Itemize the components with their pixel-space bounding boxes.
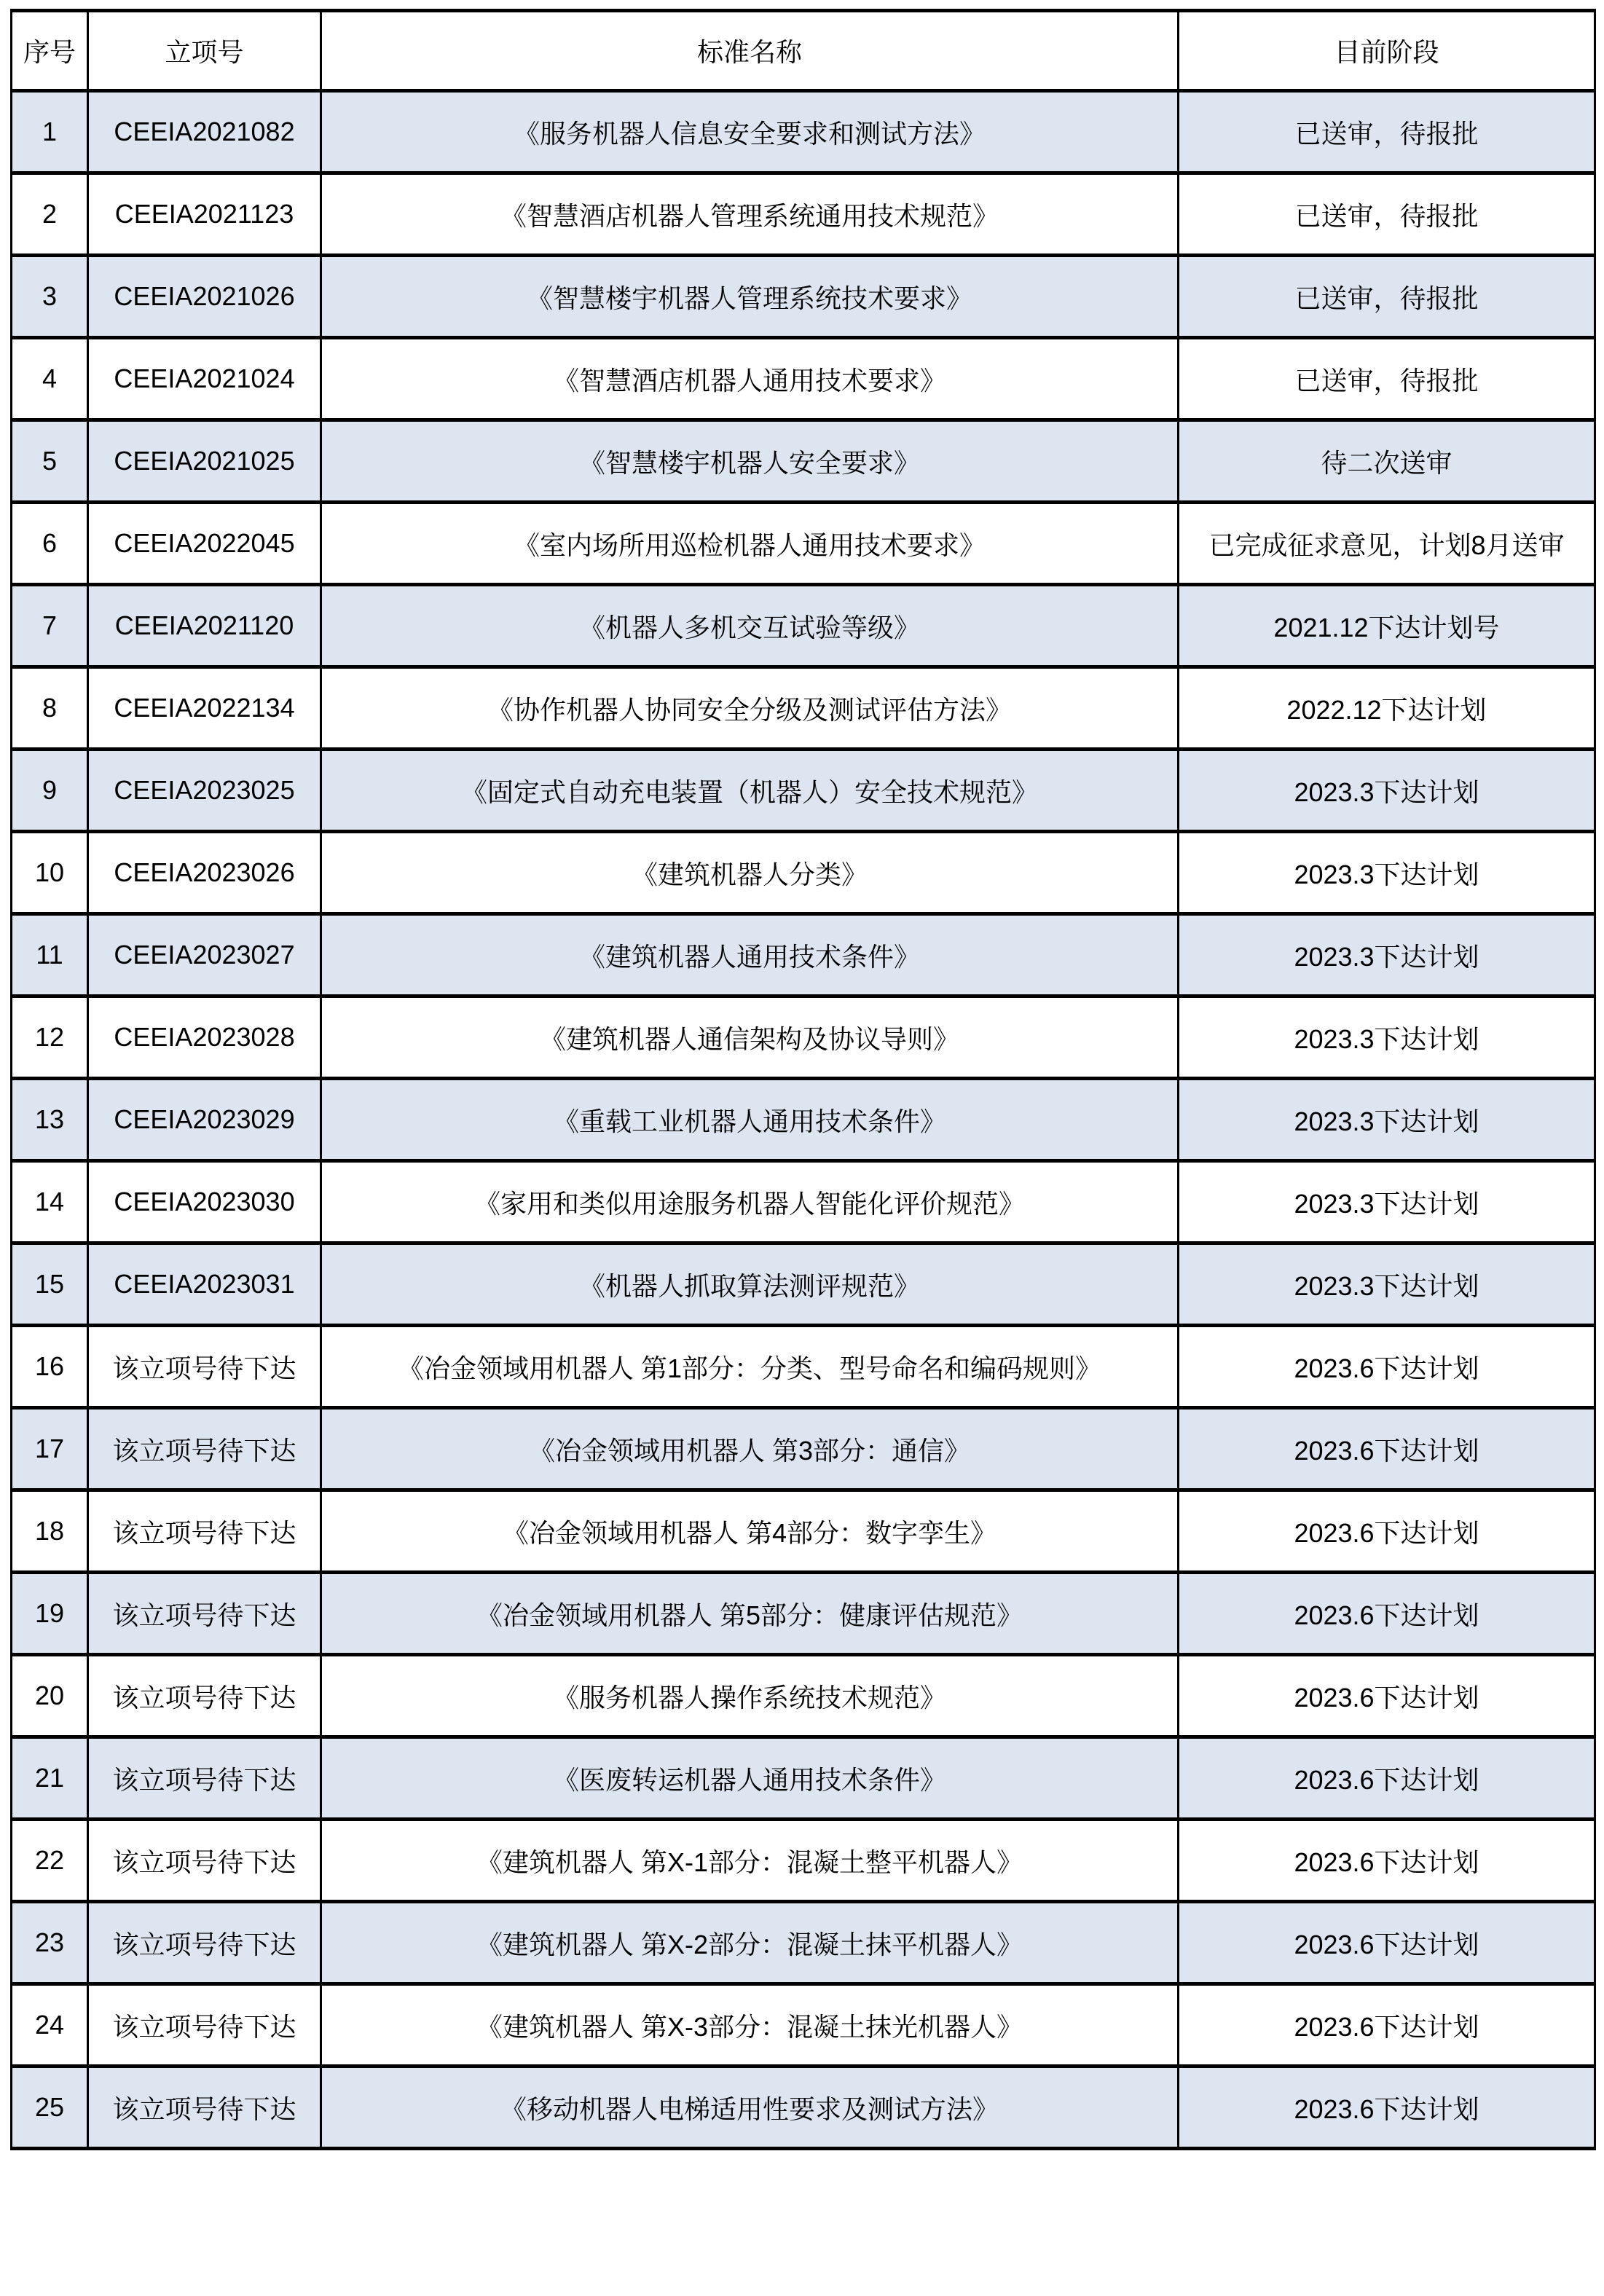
- cell-no: 11: [12, 914, 88, 996]
- cell-no: 7: [12, 585, 88, 667]
- cell-no: 23: [12, 1902, 88, 1984]
- cell-stage: 2023.3下达计划: [1179, 914, 1595, 996]
- cell-no: 18: [12, 1490, 88, 1573]
- cell-stage: 2023.3下达计划: [1179, 750, 1595, 832]
- table-row: [12, 1243, 1595, 1326]
- table-row: [12, 996, 1595, 1079]
- table-row: [12, 256, 1595, 338]
- table-row: [12, 1573, 1595, 1655]
- cell-code: CEEIA2021026: [88, 256, 321, 338]
- cell-stage: 2023.6下达计划: [1179, 1408, 1595, 1490]
- cell-name: 《建筑机器人通用技术条件》: [321, 914, 1179, 996]
- cell-name: 《协作机器人协同安全分级及测试评估方法》: [321, 667, 1179, 750]
- cell-code: 该立项号待下达: [88, 1820, 321, 1902]
- cell-code: CEEIA2023025: [88, 750, 321, 832]
- cell-no: 10: [12, 832, 88, 914]
- cell-name: 《家用和类似用途服务机器人智能化评价规范》: [321, 1161, 1179, 1243]
- cell-stage: 2023.3下达计划: [1179, 1161, 1595, 1243]
- cell-stage: 2023.6下达计划: [1179, 2067, 1595, 2149]
- cell-code: CEEIA2022134: [88, 667, 321, 750]
- cell-stage: 2023.6下达计划: [1179, 1737, 1595, 1820]
- cell-name: 《智慧楼宇机器人管理系统技术要求》: [321, 256, 1179, 338]
- cell-no: 14: [12, 1161, 88, 1243]
- cell-no: 12: [12, 996, 88, 1079]
- cell-code: CEEIA2023027: [88, 914, 321, 996]
- cell-name: 《建筑机器人 第X-3部分：混凝土抹光机器人》: [321, 1984, 1179, 2067]
- table-row: [12, 338, 1595, 420]
- cell-name: 《医废转运机器人通用技术条件》: [321, 1737, 1179, 1820]
- cell-no: 6: [12, 503, 88, 585]
- cell-code: CEEIA2023026: [88, 832, 321, 914]
- cell-no: 9: [12, 750, 88, 832]
- table-row: [12, 1326, 1595, 1408]
- cell-name: 《智慧酒店机器人管理系统通用技术规范》: [321, 173, 1179, 256]
- standards-table-body: [12, 91, 1595, 2149]
- cell-code: 该立项号待下达: [88, 1737, 321, 1820]
- table-row: [12, 1079, 1595, 1161]
- cell-code: CEEIA2023028: [88, 996, 321, 1079]
- cell-code: CEEIA2023031: [88, 1243, 321, 1326]
- cell-no: 24: [12, 1984, 88, 2067]
- cell-stage: 已送审，待报批: [1179, 91, 1595, 173]
- cell-stage: 2023.6下达计划: [1179, 1820, 1595, 1902]
- table-row: [12, 1984, 1595, 2067]
- header-name: 标准名称: [321, 11, 1179, 91]
- cell-no: 3: [12, 256, 88, 338]
- cell-no: 8: [12, 667, 88, 750]
- cell-name: 《机器人多机交互试验等级》: [321, 585, 1179, 667]
- cell-code: CEEIA2021025: [88, 420, 321, 503]
- cell-name: 《建筑机器人分类》: [321, 832, 1179, 914]
- cell-no: 25: [12, 2067, 88, 2149]
- table-row: [12, 1737, 1595, 1820]
- cell-no: 5: [12, 420, 88, 503]
- cell-stage: 2023.6下达计划: [1179, 1902, 1595, 1984]
- cell-code: 该立项号待下达: [88, 1326, 321, 1408]
- cell-name: 《室内场所用巡检机器人通用技术要求》: [321, 503, 1179, 585]
- cell-stage: 已完成征求意见，计划8月送审: [1179, 503, 1595, 585]
- cell-stage: 2023.6下达计划: [1179, 1984, 1595, 2067]
- cell-name: 《冶金领域用机器人 第4部分：数字孪生》: [321, 1490, 1179, 1573]
- cell-code: CEEIA2021120: [88, 585, 321, 667]
- cell-code: 该立项号待下达: [88, 1573, 321, 1655]
- header-no: 序号: [12, 11, 88, 91]
- standards-table: [10, 9, 1596, 2150]
- cell-code: CEEIA2023030: [88, 1161, 321, 1243]
- table-row: [12, 832, 1595, 914]
- cell-no: 21: [12, 1737, 88, 1820]
- cell-stage: 2023.6下达计划: [1179, 1326, 1595, 1408]
- cell-code: CEEIA2023029: [88, 1079, 321, 1161]
- cell-name: 《重载工业机器人通用技术条件》: [321, 1079, 1179, 1161]
- cell-stage: 2023.3下达计划: [1179, 1079, 1595, 1161]
- cell-stage: 2023.3下达计划: [1179, 832, 1595, 914]
- table-row: [12, 667, 1595, 750]
- table-row: [12, 1820, 1595, 1902]
- cell-stage: 已送审，待报批: [1179, 338, 1595, 420]
- cell-name: 《服务机器人信息安全要求和测试方法》: [321, 91, 1179, 173]
- cell-stage: 2023.6下达计划: [1179, 1490, 1595, 1573]
- cell-name: 《冶金领域用机器人 第5部分：健康评估规范》: [321, 1573, 1179, 1655]
- cell-code: CEEIA2022045: [88, 503, 321, 585]
- table-row: [12, 173, 1595, 256]
- cell-no: 1: [12, 91, 88, 173]
- table-row: [12, 1161, 1595, 1243]
- cell-no: 22: [12, 1820, 88, 1902]
- table-row: [12, 2067, 1595, 2149]
- cell-name: 《建筑机器人 第X-1部分：混凝土整平机器人》: [321, 1820, 1179, 1902]
- cell-stage: 2023.3下达计划: [1179, 1243, 1595, 1326]
- cell-name: 《移动机器人电梯适用性要求及测试方法》: [321, 2067, 1179, 2149]
- cell-stage: 已送审，待报批: [1179, 173, 1595, 256]
- cell-no: 2: [12, 173, 88, 256]
- cell-stage: 2023.6下达计划: [1179, 1573, 1595, 1655]
- cell-code: 该立项号待下达: [88, 1655, 321, 1737]
- cell-name: 《冶金领域用机器人 第1部分：分类、型号命名和编码规则》: [321, 1326, 1179, 1408]
- header-stage: 目前阶段: [1179, 11, 1595, 91]
- cell-stage: 2023.3下达计划: [1179, 996, 1595, 1079]
- table-row: [12, 1902, 1595, 1984]
- cell-name: 《建筑机器人通信架构及协议导则》: [321, 996, 1179, 1079]
- cell-no: 19: [12, 1573, 88, 1655]
- cell-no: 4: [12, 338, 88, 420]
- cell-name: 《服务机器人操作系统技术规范》: [321, 1655, 1179, 1737]
- cell-name: 《固定式自动充电装置（机器人）安全技术规范》: [321, 750, 1179, 832]
- table-row: [12, 1490, 1595, 1573]
- header-code: 立项号: [88, 11, 321, 91]
- header-row: [12, 11, 1595, 91]
- cell-code: 该立项号待下达: [88, 1408, 321, 1490]
- cell-no: 17: [12, 1408, 88, 1490]
- table-row: [12, 91, 1595, 173]
- cell-no: 15: [12, 1243, 88, 1326]
- table-row: [12, 750, 1595, 832]
- cell-no: 16: [12, 1326, 88, 1408]
- table-row: [12, 1408, 1595, 1490]
- cell-code: 该立项号待下达: [88, 2067, 321, 2149]
- cell-name: 《智慧楼宇机器人安全要求》: [321, 420, 1179, 503]
- cell-code: 该立项号待下达: [88, 1490, 321, 1573]
- cell-stage: 2023.6下达计划: [1179, 1655, 1595, 1737]
- cell-no: 13: [12, 1079, 88, 1161]
- cell-stage: 待二次送审: [1179, 420, 1595, 503]
- table-row: [12, 420, 1595, 503]
- cell-name: 《建筑机器人 第X-2部分：混凝土抹平机器人》: [321, 1902, 1179, 1984]
- cell-code: CEEIA2021123: [88, 173, 321, 256]
- cell-code: 该立项号待下达: [88, 1902, 321, 1984]
- table-header: [12, 11, 1595, 91]
- cell-stage: 2021.12下达计划号: [1179, 585, 1595, 667]
- table-row: [12, 585, 1595, 667]
- cell-code: CEEIA2021024: [88, 338, 321, 420]
- cell-code: 该立项号待下达: [88, 1984, 321, 2067]
- table-row: [12, 503, 1595, 585]
- cell-name: 《智慧酒店机器人通用技术要求》: [321, 338, 1179, 420]
- cell-name: 《冶金领域用机器人 第3部分：通信》: [321, 1408, 1179, 1490]
- table-row: [12, 1655, 1595, 1737]
- cell-code: CEEIA2021082: [88, 91, 321, 173]
- cell-no: 20: [12, 1655, 88, 1737]
- cell-stage: 2022.12下达计划: [1179, 667, 1595, 750]
- cell-name: 《机器人抓取算法测评规范》: [321, 1243, 1179, 1326]
- cell-stage: 已送审，待报批: [1179, 256, 1595, 338]
- table-row: [12, 914, 1595, 996]
